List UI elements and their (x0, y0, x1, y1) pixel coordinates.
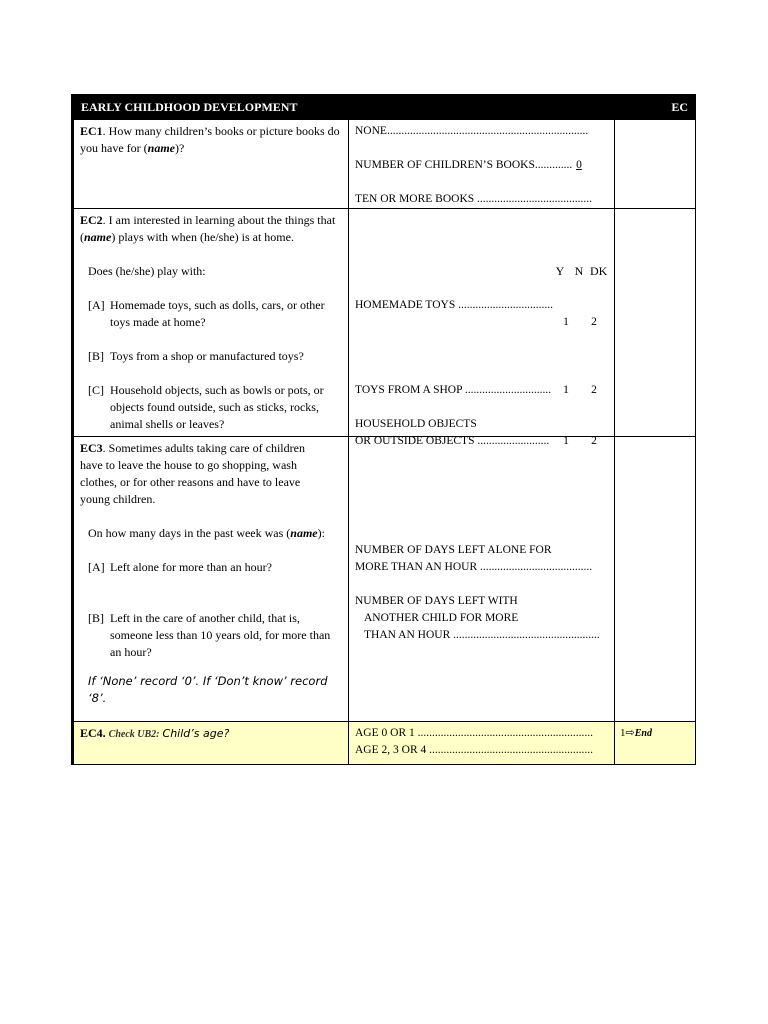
ecd-form (73, 94, 696, 765)
code-yes[interactable]: 1 (563, 316, 569, 328)
ec1-question: EC1. How many children’s books or picture books do you have for (name)? (74, 120, 349, 208)
ec4-number: EC4 (80, 726, 103, 740)
ec3-skip (615, 437, 695, 721)
col-no: N (574, 264, 584, 278)
ec2-lead: Does (he/she) play with: (88, 264, 206, 278)
ec3-answer-b[interactable]: THAN AN HOUR ................................................... (364, 629, 600, 641)
code-no[interactable]: 2 (591, 384, 597, 396)
ec2-answer-c[interactable]: OR OUTSIDE OBJECTS ......................... 1 2 (355, 433, 608, 450)
ec2-question: EC2. I am interested in learning about the things that (name) plays with when (he/she) is at home. Does (he/she) play with: [A] Homemade toys, such as dolls, cars, or other toys made at home? [B] Toys from a shop or manufactured toys? [C] Household objects, such as bowls or pots, or objects found outside, such as sticks, rocks, animal shells or leaves? (74, 209, 349, 436)
ec3-answer-b-line1: NUMBER OF DAYS LEFT WITH (355, 595, 518, 607)
ec1-number-value[interactable]: 0 (576, 159, 582, 171)
ec2-item-c: [C] Household objects, such as bowls or pots, or objects found outside, such as sticks, rocks, animal shells or leaves? (88, 383, 324, 431)
ec2-answer-c-line1: HOUSEHOLD OBJECTS (355, 418, 477, 430)
ec4-option-age-0-1[interactable]: AGE 0 OR 1 ............................................................. (355, 727, 593, 739)
ec4-answers (349, 722, 615, 764)
module-title: EARLY CHILDHOOD DEVELOPMENT (81, 99, 298, 114)
question-ec2 (74, 208, 695, 447)
question-ec4 (74, 721, 695, 764)
module-code: EC (671, 99, 688, 114)
ec2-answers (349, 209, 615, 447)
ec1-option-none[interactable]: NONE...................................................................... (355, 125, 589, 137)
ec3-item-a: [A] Left alone for more than an hour? (88, 560, 272, 574)
ec3-question: EC3. Sometimes adults taking care of children have to leave the house to go shopping, wash clothes, or for other reasons and have to leave young children. On how many days in the past week was (name): [A] Left alone for more than an hour? [B] Left in the care of another child, that is, someone less than 10 years old, for more than an hour? If ‘None’ record ‘0’. If ‘Don’t know’ record ‘8’. (74, 437, 349, 721)
ec4-check: Check UB2: (108, 729, 160, 740)
module-header (74, 95, 695, 119)
ec4-question: EC4. Check UB2: Child’s age? (74, 722, 349, 764)
ec2-column-headers (355, 263, 608, 280)
ec4-age-question: Child’s age? (162, 727, 230, 740)
ec3-instruction: If ‘None’ record ‘0’. If ‘Don’t know’ record ‘8’. (88, 674, 328, 705)
col-yes: Y (555, 264, 565, 278)
ec2-number: EC2 (80, 213, 103, 227)
ec3-answer-b-line2: ANOTHER CHILD FOR MORE (364, 612, 519, 624)
code-no[interactable]: 2 (591, 316, 597, 328)
ec2-item-a: [A] Homemade toys, such as dolls, cars, or other toys made at home? (88, 298, 325, 329)
ec3-item-b: [B] Left in the care of another child, that is, someone less than 10 years old, for more than an hour? (88, 611, 331, 659)
ec4-skip (615, 722, 695, 764)
ec4-option-age-2-4[interactable]: AGE 2, 3 OR 4 ......................................................... (355, 744, 593, 756)
ec3-answer-a[interactable]: MORE THAN AN HOUR ....................................... (355, 561, 593, 573)
ec2-item-b: [B] Toys from a shop or manufactured toys? (88, 349, 304, 363)
ec3-answer-a-line1: NUMBER OF DAYS LEFT ALONE FOR (355, 544, 552, 556)
skip-arrow-icon: ⇨ (625, 727, 635, 739)
skip-target: End (634, 728, 652, 739)
col-dont-know: DK (590, 264, 608, 278)
ec3-lead: On how many days in the past week was (name): (88, 526, 325, 540)
ec2-answer-a[interactable]: HOMEMADE TOYS ................................. 1 2 (355, 297, 608, 331)
ec3-answers (349, 437, 615, 721)
code-yes[interactable]: 1 (563, 384, 569, 396)
ec3-number: EC3 (80, 441, 103, 455)
ec1-option-number[interactable]: NUMBER OF CHILDREN’S BOOKS............. 0 (355, 157, 608, 174)
skip-code: 1 (620, 727, 626, 739)
question-ec3 (74, 436, 695, 721)
question-ec1 (74, 119, 695, 208)
ec1-option-ten[interactable]: TEN OR MORE BOOKS ........................................ (355, 193, 593, 205)
code-yes[interactable]: 1 (563, 435, 569, 447)
ec1-number: EC1 (80, 124, 103, 138)
code-no[interactable]: 2 (591, 435, 597, 447)
ec2-answer-b[interactable]: TOYS FROM A SHOP .............................. 1 2 (355, 382, 608, 399)
ec1-answers (349, 120, 615, 208)
ec2-skip (615, 209, 695, 436)
ec1-skip (615, 120, 695, 208)
